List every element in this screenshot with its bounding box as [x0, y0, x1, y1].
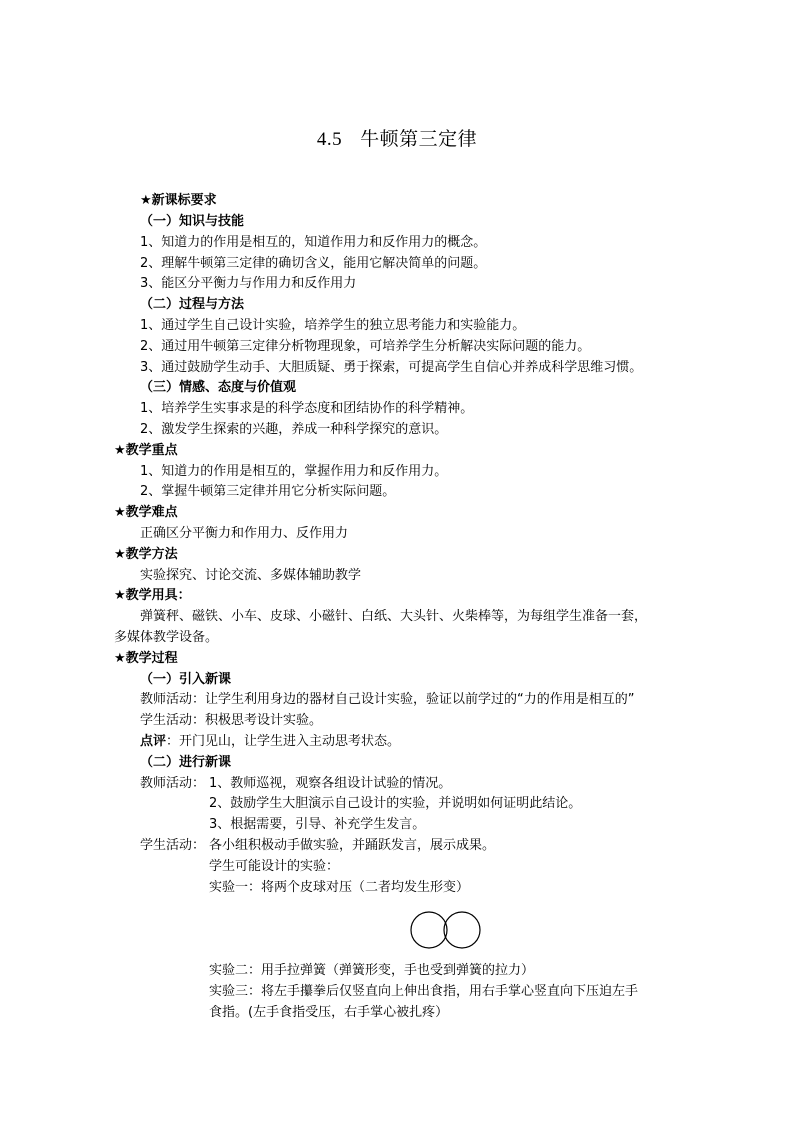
experiment-two: 实验二：用手拉弹簧（弹簧形变，手也受到弹簧的拉力） — [209, 963, 535, 978]
emotion-item: 2、激发学生探索的兴趣，养成一种科学探究的意识。 — [140, 422, 448, 437]
process-item: 1、通过学生自己设计实验，培养学生的独立思考能力和实验能力。 — [140, 318, 526, 333]
experiment-one: 实验一：将两个皮球对压（二者均发生形变） — [209, 880, 470, 895]
standards-heading: ★新课标要求 — [140, 193, 217, 208]
difficulties-heading: ★教学难点 — [114, 505, 178, 520]
new-lesson-heading: （二）进行新课 — [140, 755, 232, 770]
knowledge-heading: （一）知识与技能 — [140, 214, 245, 229]
right-ball — [444, 912, 480, 948]
teacher-activity-item: 1、教师巡视，观察各组设计试验的情况。 — [209, 776, 452, 791]
student-activity-text: 各小组积极动手做实验，并踊跃发言，展示成果。 — [209, 838, 496, 853]
process-heading: （二）过程与方法 — [140, 297, 245, 312]
intro-comment — [140, 732, 400, 752]
methods-text: 实验探究、讨论交流、多媒体辅助教学 — [140, 568, 362, 583]
teacher-activity-label: 教师活动： — [140, 776, 206, 791]
comment-text: ：开门见山，让学生进入主动思考状态。 — [166, 734, 401, 749]
difficulties-text: 正确区分平衡力和作用力、反作用力 — [140, 526, 349, 541]
page-title — [0, 124, 794, 151]
emotion-heading: （三）情感、态度与价值观 — [140, 380, 297, 395]
methods-heading: ★教学方法 — [114, 547, 178, 562]
knowledge-item: 2、理解牛顿第三定律的确切含义，能用它解决简单的问题。 — [140, 256, 487, 271]
emotion-item: 1、培养学生实事求是的科学态度和团结协作的科学精神。 — [140, 401, 474, 416]
student-activity-label: 学生活动： — [140, 838, 206, 853]
tools-line: 弹簧秤、磁铁、小车、皮球、小磁针、白纸、大头针、火柴棒等，为每组学生准备一套， — [140, 609, 648, 624]
two-balls-diagram — [408, 904, 488, 956]
intro-student-activity: 学生活动：积极思考设计实验。 — [140, 713, 323, 728]
experiment-three-line: 实验三：将左手攥拳后仅竖直向上伸出食指，用右手掌心竖直向下压迫左手 — [209, 984, 639, 999]
comment-label: 点评 — [140, 734, 167, 749]
tools-heading: ★教学用具： — [114, 588, 191, 603]
knowledge-item: 3、能区分平衡力与作用力和反作用力 — [140, 276, 357, 291]
teacher-activity-item: 3、根据需要，引导、补充学生发言。 — [209, 817, 426, 832]
key-point-item: 2、掌握牛顿第三定律并用它分析实际问题。 — [140, 484, 396, 499]
process-item: 2、通过用牛顿第三定律分析物理现象，可培养学生分析解决实际问题的能力。 — [140, 339, 591, 354]
experiment-three-line: 食指。(左手食指受压，右手掌心被扎疼） — [209, 1005, 449, 1020]
intro-teacher-activity: 教师活动：让学生利用身边的器材自己设计实验，验证以前学过的“力的作用是相互的” — [140, 692, 635, 707]
tools-line: 多媒体教学设备。 — [114, 630, 219, 645]
process-section-heading: ★教学过程 — [114, 651, 178, 666]
knowledge-item: 1、知道力的作用是相互的，知道作用力和反作用力的概念。 — [140, 235, 487, 250]
intro-heading: （一）引入新课 — [140, 672, 232, 687]
key-point-item: 1、知道力的作用是相互的，掌握作用力和反作用力。 — [140, 464, 448, 479]
process-item: 3、通过鼓励学生动手、大胆质疑、勇于探索，可提高学生自信心并养成科学思维习惯。 — [140, 360, 643, 375]
title-text: 牛顿第三定律 — [360, 128, 478, 150]
teacher-activity-item: 2、鼓励学生大胆演示自己设计的实验，并说明如何证明此结论。 — [209, 796, 582, 811]
key-points-heading: ★教学重点 — [114, 443, 178, 458]
title-number: 4.5 — [316, 129, 343, 150]
possible-experiments-label: 学生可能设计的实验： — [209, 859, 340, 874]
left-ball — [411, 912, 447, 948]
